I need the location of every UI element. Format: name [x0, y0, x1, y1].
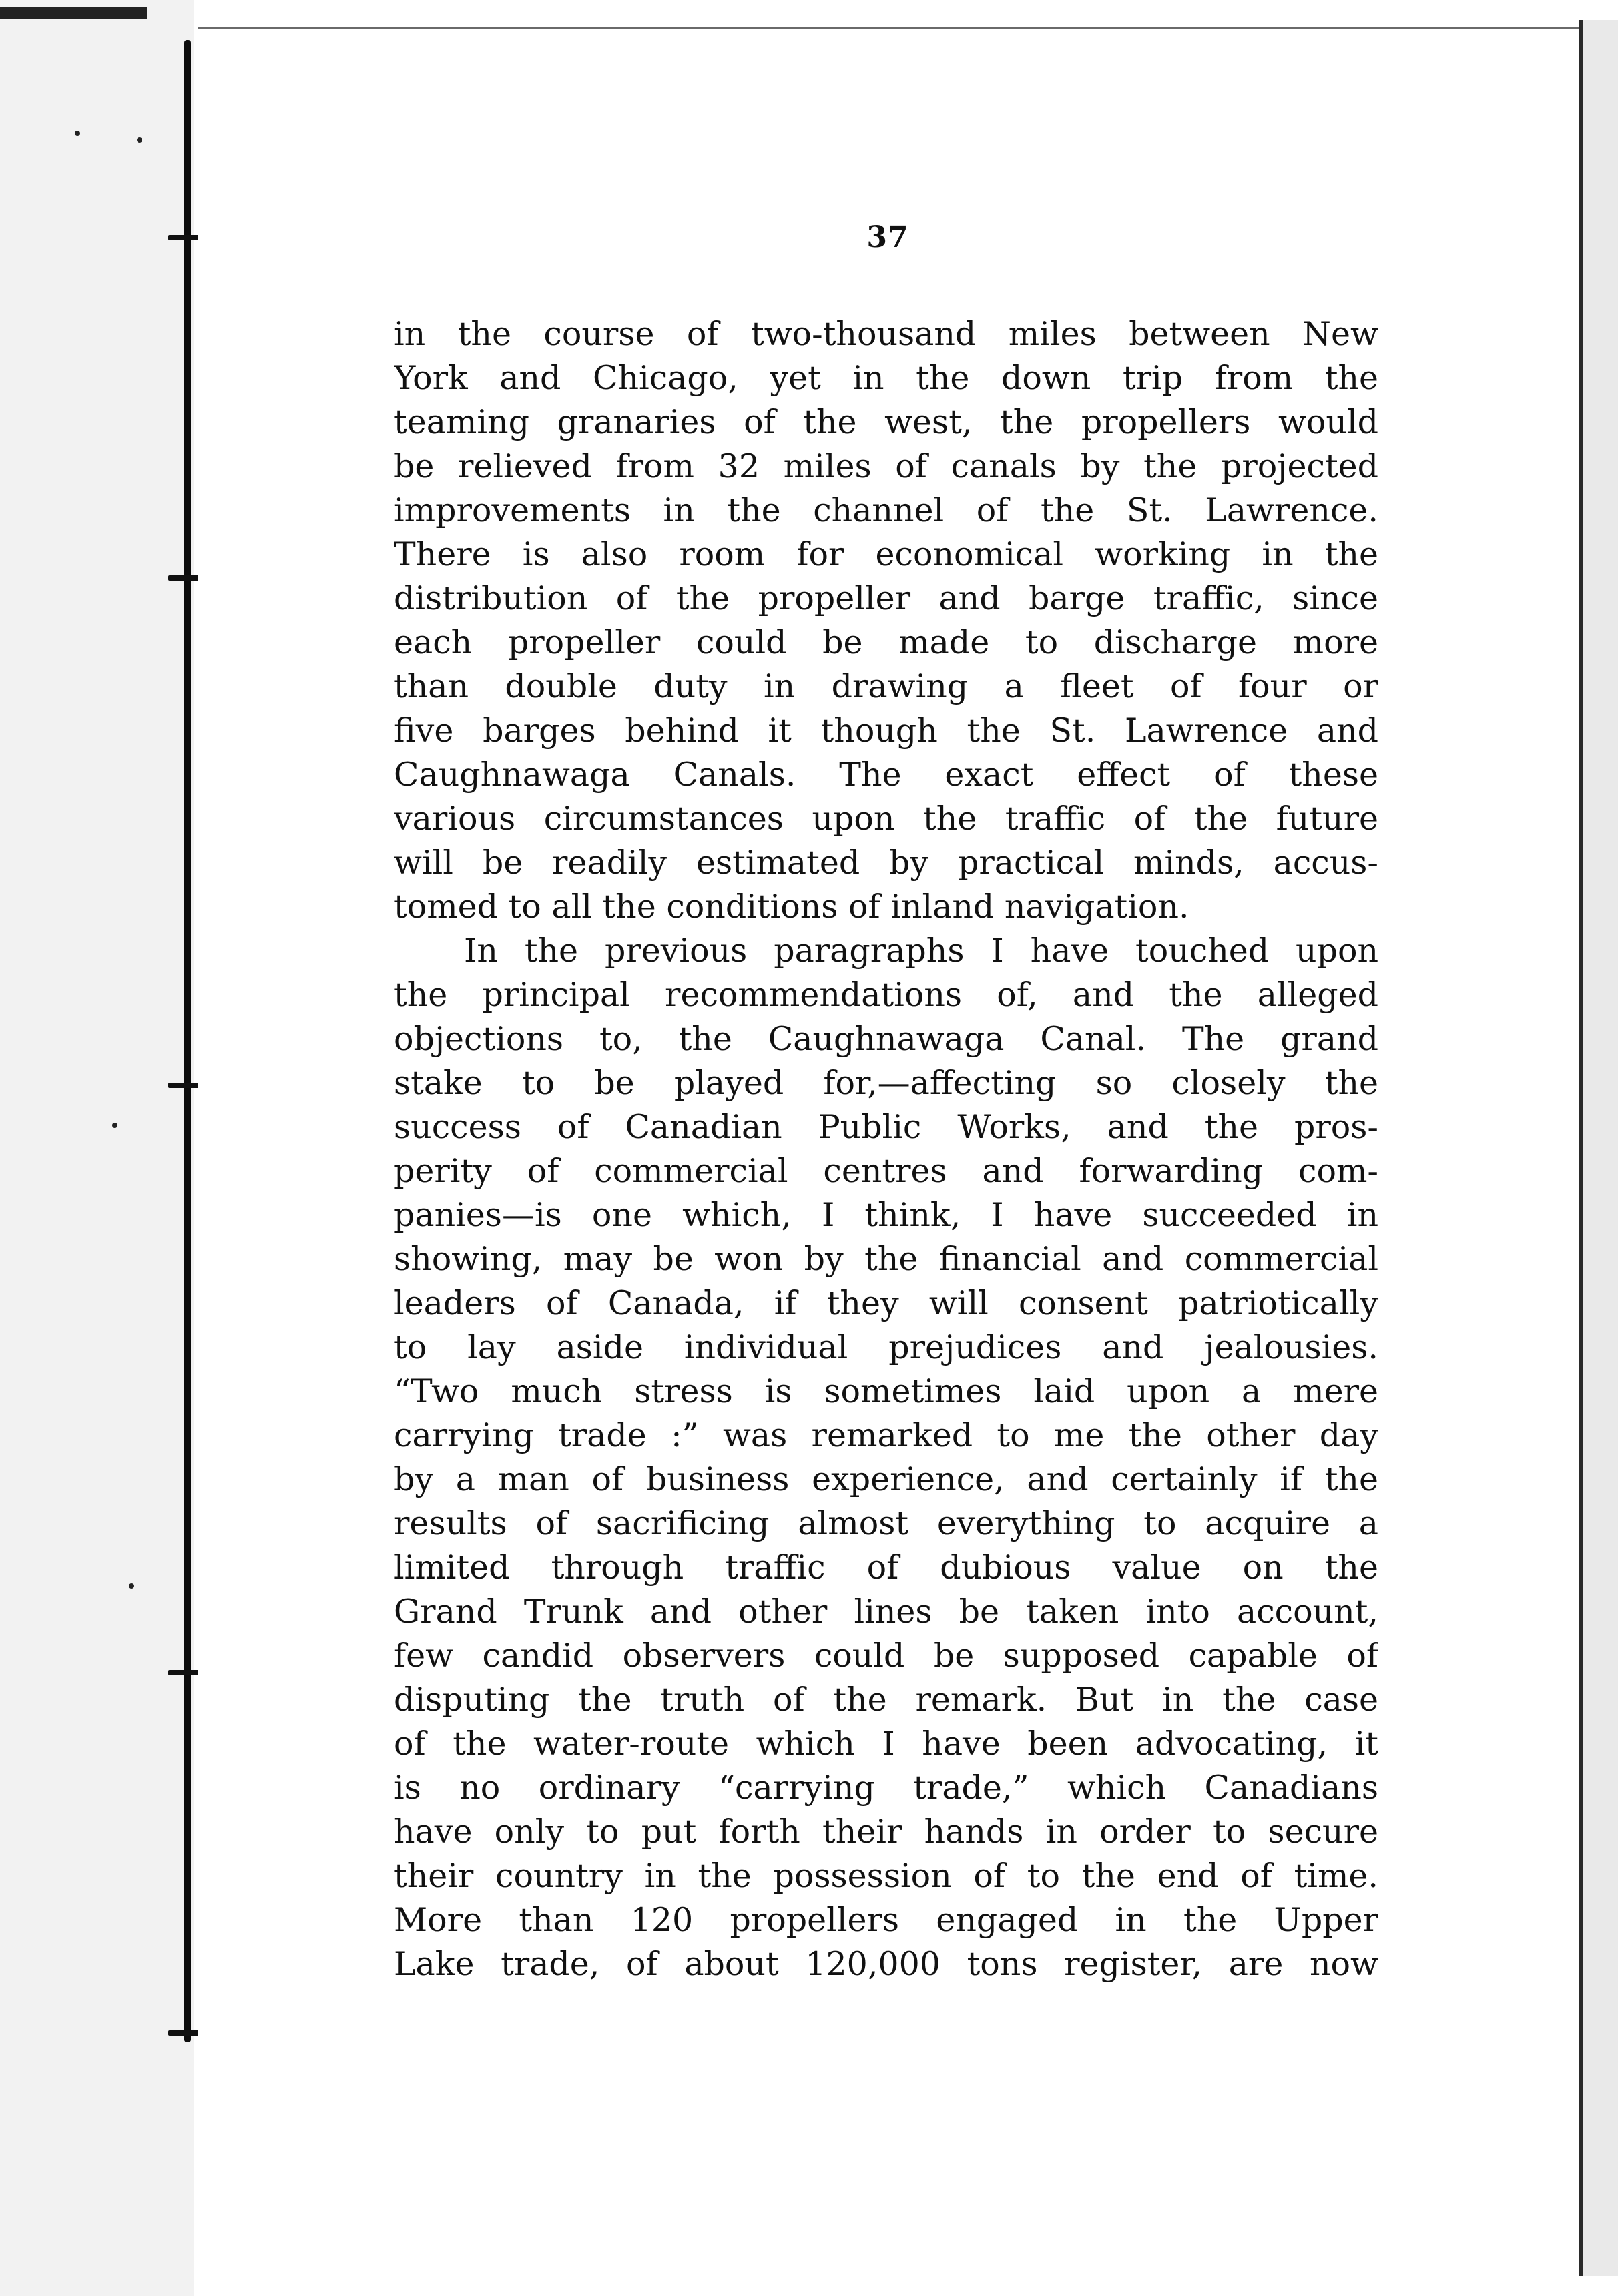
binding-gutter: [0, 0, 194, 2296]
text-line: five barges behind it though the St. Lawrence and: [394, 711, 1378, 750]
text-line: Lake trade, of about 120,000 tons register, are now: [394, 1945, 1378, 1983]
text-line: than double duty in drawing a fleet of four or: [394, 667, 1378, 705]
text-line: various circumstances upon the traffic of the future: [394, 800, 1378, 838]
text-line: will be readily estimated by practical minds, accus-: [394, 844, 1378, 882]
text-line: Grand Trunk and other lines be taken into account,: [394, 1593, 1378, 1631]
text-line: disputing the truth of the remark. But in the case: [394, 1681, 1378, 1719]
text-line: objections to, the Caughnawaga Canal. The grand: [394, 1020, 1378, 1058]
text-line: their country in the possession of to the end of time.: [394, 1857, 1378, 1895]
text-line: tomed to all the conditions of inland navigation.: [394, 888, 1189, 926]
text-line: More than 120 propellers engaged in the Upper: [394, 1901, 1378, 1939]
text-line: in the course of two-thousand miles between New: [394, 315, 1378, 353]
text-line: few candid observers could be supposed capable of: [394, 1637, 1378, 1675]
text-line: the principal recommendations of, and the alleged: [394, 976, 1378, 1014]
text-line: to lay aside individual prejudices and jealousies.: [394, 1328, 1378, 1366]
text-line: be relieved from 32 miles of canals by the projected: [394, 447, 1378, 485]
scan-speck: [137, 137, 142, 143]
text-line: carrying trade :” was remarked to me the other day: [394, 1416, 1378, 1454]
text-line: York and Chicago, yet in the down trip from the: [394, 359, 1378, 397]
text-line: teaming granaries of the west, the propellers would: [394, 403, 1378, 441]
text-line: perity of commercial centres and forwarding com-: [394, 1152, 1378, 1190]
page-top-rule: [198, 27, 1579, 29]
text-line: distribution of the propeller and barge traffic, since: [394, 579, 1378, 617]
text-line: each propeller could be made to discharge more: [394, 623, 1378, 661]
text-line: of the water-route which I have been advocating, it: [394, 1725, 1378, 1763]
text-line: is no ordinary “carrying trade,” which Canadians: [394, 1769, 1378, 1807]
text-line: Caughnawaga Canals. The exact effect of these: [394, 756, 1378, 794]
scan-speck: [129, 1583, 134, 1589]
text-line: There is also room for economical working in the: [394, 535, 1378, 573]
text-line: results of sacrificing almost everything to acquire a: [394, 1504, 1378, 1542]
text-line: limited through traffic of dubious value on the: [394, 1548, 1378, 1587]
page-number: 37: [866, 220, 909, 254]
text-line: “Two much stress is sometimes laid upon a mere: [394, 1372, 1378, 1410]
body-text: [394, 312, 1378, 1986]
text-line: improvements in the channel of the St. Lawrence.: [394, 491, 1378, 529]
binding-thread: [184, 40, 191, 2042]
scan-speck: [75, 131, 80, 136]
text-line: stake to be played for,—affecting so closely the: [394, 1064, 1378, 1102]
text-line: leaders of Canada, if they will consent patriotically: [394, 1284, 1378, 1322]
text-line: panies—is one which, I think, I have succeeded in: [394, 1196, 1378, 1234]
text-line: by a man of business experience, and certainly if the: [394, 1460, 1378, 1498]
text-line: showing, may be won by the financial and commercial: [394, 1240, 1378, 1278]
text-line: success of Canadian Public Works, and the pros-: [394, 1108, 1378, 1146]
text-line: In the previous paragraphs I have touched upon: [464, 932, 1378, 970]
scan-top-edge: [0, 7, 147, 19]
page-right-edge: [1579, 20, 1618, 2276]
text-line: have only to put forth their hands in order to secure: [394, 1813, 1378, 1851]
scan-speck: [112, 1123, 117, 1128]
